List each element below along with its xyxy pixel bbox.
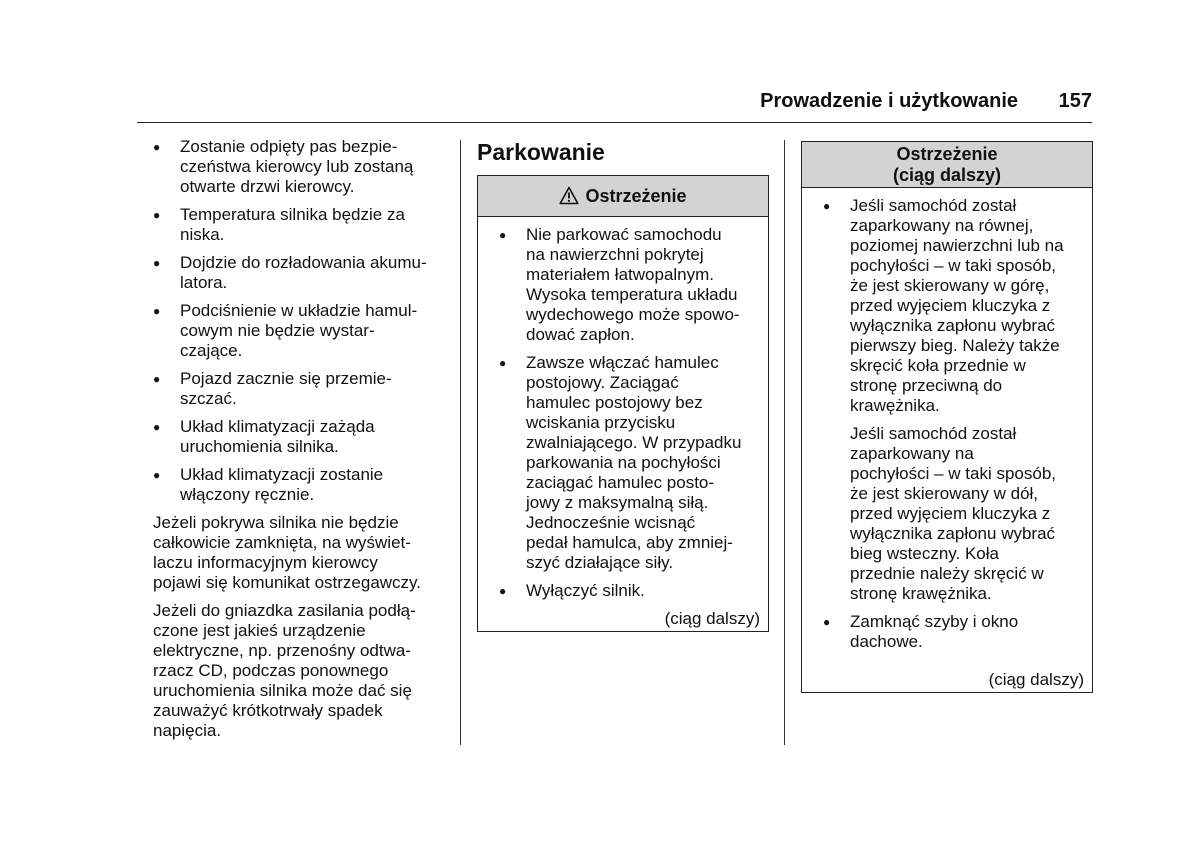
page-number: 157 xyxy=(1058,90,1092,112)
list-item xyxy=(499,225,760,345)
condition-list xyxy=(153,137,445,505)
warning-subtitle: (ciąg dalszy) xyxy=(892,165,1002,185)
column-divider-2 xyxy=(784,140,785,745)
list-item-text: Nie parkować samochodu na nawierzchni pokrytej materiałem łatwopalnym. Wysoka temperatura układu wydechowego może spowo- dować zapłon. xyxy=(526,225,740,344)
list-item xyxy=(153,253,445,293)
list-item-text: Zawsze włączać hamulec postojowy. Zaciągać hamulec postojowy bez wciskania przycisku zwalniającego. W przypadku parkowania na pochyłości zaciągać hamulec posto- jowy z maksymalną siłą. Jednocześnie wcisnąć pedał hamulca, aby zmniej- szyć działające siły. xyxy=(526,353,742,572)
list-item xyxy=(823,196,1084,604)
warning-title: Ostrzeżenie xyxy=(896,144,998,164)
bullet-icon: ● xyxy=(153,372,161,386)
column-middle xyxy=(477,139,769,632)
continued-note: (ciąg dalszy) xyxy=(664,609,760,628)
list-item-text: Zamknąć szyby i okno dachowe. xyxy=(850,612,1019,651)
list-item xyxy=(153,205,445,245)
warning-box xyxy=(477,175,769,632)
bullet-icon: ● xyxy=(153,304,161,318)
list-item-text: Wyłączyć silnik. xyxy=(526,581,645,600)
warning-title: Ostrzeżenie xyxy=(585,186,687,206)
paragraph-power-outlet: Jeżeli do gniazdka zasilania podłą- czone jest jakieś urządzenie elektryczne, np. przenośny odtwa- rzacz CD, podczas ponownego uruchomienia silnika może dać się zauważyć krótkotrwały spadek napięcia. xyxy=(153,601,416,740)
warning-box-header xyxy=(478,176,768,217)
warning-box-continued xyxy=(801,141,1093,693)
running-header-title: Prowadzenie i użytkowanie xyxy=(760,90,1018,112)
header-rule xyxy=(137,122,1092,123)
list-item-text: Jeśli samochód został zaparkowany na równej, poziomej nawierzchni lub na pochyłości – w taki sposób, że jest skierowany w górę, przed wyjęciem kluczyka z wyłącznika zapłonu wybrać pierwszy bieg. Należy także skręcić koła przednie w stronę przeciwną do krawężnika. xyxy=(850,196,1064,415)
list-item xyxy=(153,369,445,409)
list-item xyxy=(153,465,445,505)
warning-box-header xyxy=(802,142,1092,188)
bullet-icon: ● xyxy=(823,199,831,213)
list-item xyxy=(499,353,760,573)
list-item-text: Pojazd zacznie się przemie- szczać. xyxy=(180,369,392,408)
list-item-text: Układ klimatyzacji zostanie włączony ręcznie. xyxy=(180,465,384,504)
continued-note: (ciąg dalszy) xyxy=(988,670,1084,689)
section-title: Parkowanie xyxy=(477,139,605,165)
bullet-icon: ● xyxy=(153,140,161,154)
warning-box-body xyxy=(478,217,768,631)
list-item xyxy=(499,581,760,601)
list-item-text: Dojdzie do rozładowania akumu- latora. xyxy=(180,253,427,292)
warning-box-body xyxy=(802,188,1092,692)
bullet-icon: ● xyxy=(499,356,507,370)
bullet-icon: ● xyxy=(153,420,161,434)
list-item-text: Zostanie odpięty pas bezpie- czeństwa kierowcy lub zostaną otwarte drzwi kierowcy. xyxy=(180,137,414,196)
bullet-icon: ● xyxy=(153,468,161,482)
column-divider-1 xyxy=(460,140,461,745)
list-item xyxy=(153,417,445,457)
list-item-text: Temperatura silnika będzie za niska. xyxy=(180,205,405,244)
list-item xyxy=(153,137,445,197)
bullet-icon: ● xyxy=(153,208,161,222)
bullet-icon: ● xyxy=(499,228,507,242)
list-item-text: Układ klimatyzacji zażąda uruchomienia silnika. xyxy=(180,417,375,456)
bullet-icon: ● xyxy=(153,256,161,270)
bullet-icon: ● xyxy=(499,584,507,598)
list-item xyxy=(153,301,445,361)
warning-list xyxy=(823,196,1084,652)
column-right xyxy=(801,141,1093,693)
list-item-text: Podciśnienie w układzie hamul- cowym nie będzie wystar- czające. xyxy=(180,301,418,360)
bullet-icon: ● xyxy=(823,615,831,629)
paragraph-hood-open: Jeżeli pokrywa silnika nie będzie całkowicie zamknięta, na wyświet- laczu informacyjnym kierowcy pojawi się komunikat ostrzegawczy. xyxy=(153,513,422,592)
list-item-continuation: Jeśli samochód został zaparkowany na pochyłości – w taki sposób, że jest skierowany w dół, przed wyjęciem kluczyka z wyłącznika zapłonu wybrać bieg wsteczny. Koła przednie należy skręcić w stronę krawężnika. xyxy=(850,424,1056,603)
warning-triangle-icon xyxy=(559,179,579,219)
warning-list xyxy=(499,225,760,601)
column-left xyxy=(153,137,445,749)
list-item xyxy=(823,612,1084,652)
